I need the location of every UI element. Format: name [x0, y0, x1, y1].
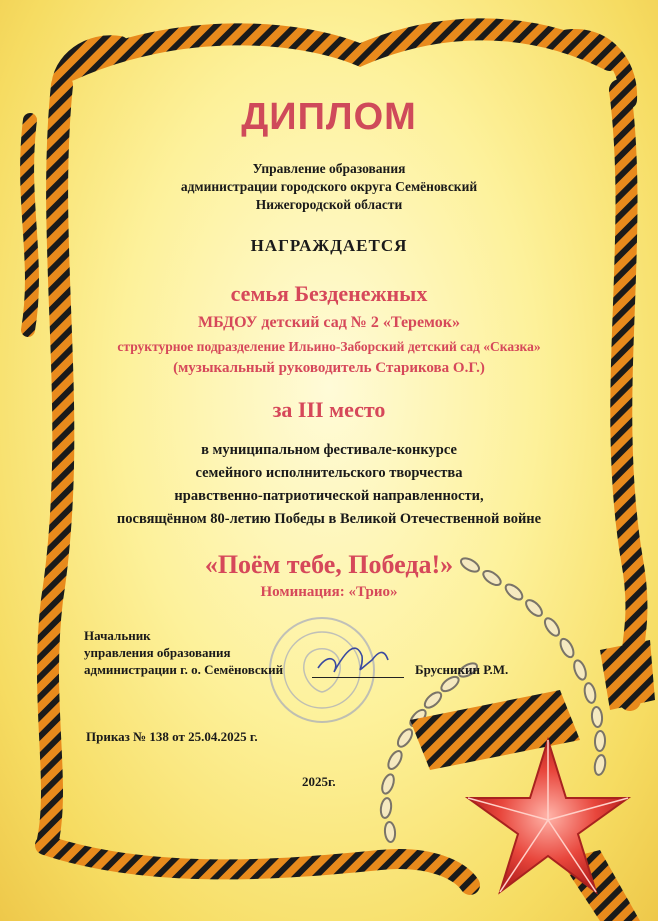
order-number: Приказ № 138 от 25.04.2025 г.	[86, 729, 258, 744]
signatory-line-3: администрации г. о. Семёновский	[84, 662, 284, 677]
issue-year: 2025г.	[302, 774, 336, 789]
festival-line-3: нравственно-патриотической направленности,	[174, 488, 484, 504]
contest-slogan: «Поём тебе, Победа!»	[204, 550, 454, 579]
organization-line-1: МБДОУ детский сад № 2 «Теремок»	[198, 314, 460, 331]
diploma-title: ДИПЛОМ	[241, 96, 417, 138]
issuer-line-1: Управление образования	[252, 161, 406, 176]
official-stamp-icon	[270, 618, 374, 722]
issuer-line-2: администрации городского округа Семёновский	[180, 179, 478, 194]
signature-line	[312, 677, 404, 678]
organization-line-3: (музыкальный руководитель Старикова О.Г.)	[173, 360, 485, 376]
signatory-line-1: Начальник	[84, 628, 151, 643]
awarded-heading: НАГРАЖДАЕТСЯ	[250, 236, 408, 255]
signature-icon	[318, 648, 388, 672]
festival-line-4: посвящённом 80-летию Победы в Великой Отечественной войне	[116, 511, 542, 527]
signatory-line-2: управления образования	[84, 645, 231, 660]
festival-line-2: семейного исполнительского творчества	[195, 465, 463, 481]
nomination: Номинация: «Трио»	[260, 584, 398, 600]
signatory-name: Брусникин Р.М.	[415, 662, 509, 677]
recipient-name: семья Безденежных	[230, 281, 428, 306]
festival-line-1: в муниципальном фестивале-конкурсе	[201, 442, 457, 458]
issuer-line-3: Нижегородской области	[255, 197, 403, 212]
award-place: за III место	[272, 397, 386, 422]
organization-line-2: структурное подразделение Ильино-Заборский детский сад «Сказка»	[117, 339, 541, 354]
